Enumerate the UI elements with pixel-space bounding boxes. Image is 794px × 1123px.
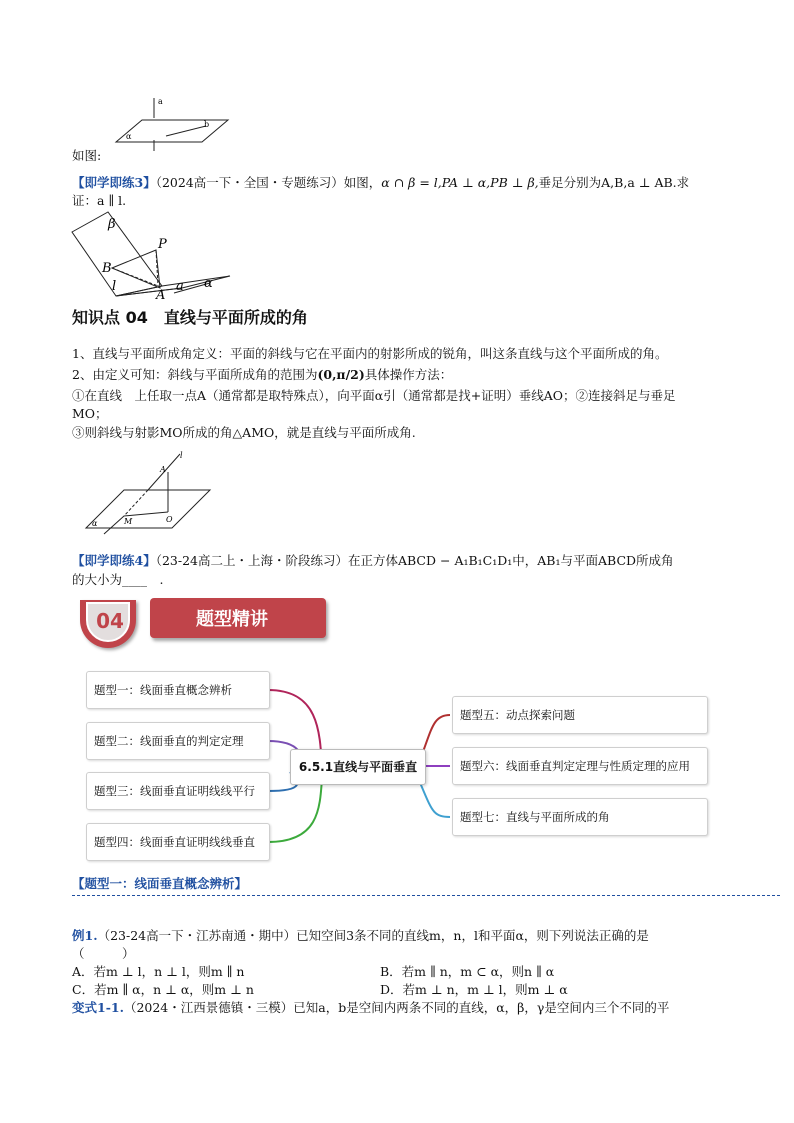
practice4-text: （23-24高二上・上海・阶段练习）在正方体ABCD − A₁B₁C₁D₁中，AB₁与平面ABCD所成角 (155, 553, 674, 568)
kp-line-1: 1、直线与平面所成角定义：平面的斜线与它在平面内的射影所成的锐角，叫这条直线与这个平面所成的角。 (72, 346, 668, 361)
example1-text: （23-24高一下・江苏南通・期中）已知空间3条不同的直线m，n，l和平面α，则下列说法正确的是 (97, 928, 649, 943)
caption-rutu: 如图: (72, 148, 102, 163)
fig3-l: l (180, 451, 183, 460)
practice4-line1 (72, 552, 674, 570)
kp-line-2a: 2、由定义可知：斜线与平面所成角的范围为 (72, 367, 318, 382)
practice3-line1 (72, 174, 689, 192)
mindmap-type-3: 题型三：线面垂直证明线线平行 (86, 772, 270, 810)
example1-option-c: C．若m ∥ α，n ⊥ α，则m ⊥ n (72, 982, 254, 997)
fig3-M: M (124, 517, 133, 526)
mindmap-type-1: 题型一：线面垂直概念辨析 (86, 671, 270, 709)
fig2-B: B (102, 261, 112, 276)
example1-tag: 例1. (72, 928, 98, 943)
kp-line-5: ③则斜线与射影MO所成的角△AMO，就是直线与平面所成角. (72, 425, 416, 440)
example1-option-d: D．若m ⊥ n，m ⊥ l，则m ⊥ α (380, 982, 568, 997)
knowledge-point-title: 知识点 04 直线与平面所成的角 (72, 308, 308, 327)
fig2-P: P (158, 237, 167, 252)
fig2-a: a (176, 279, 184, 294)
practice3-line2: 证：a ∥ l. (72, 193, 127, 208)
variant1-1-text: （2024・江西景德镇・三模）已知a，b是空间内两条不同的直线，α，β，γ是空间内三个不同的平 (123, 1000, 670, 1015)
fig1-label-alpha: α (126, 132, 132, 141)
fig1-label-a: a (158, 97, 163, 106)
practice3-rest: 垂足分别为A,B,a ⊥ AB.求 (538, 175, 690, 190)
example1-paren: （ ） (72, 946, 135, 961)
banner-number: 04 (96, 609, 124, 633)
practice3-tag: 【即学即练3】 (72, 175, 156, 190)
kp-line-4: MO； (72, 406, 108, 421)
fig3-A: A (160, 465, 166, 474)
fig1-label-b: b (204, 120, 210, 129)
mindmap-type-4: 题型四：线面垂直证明线线垂直 (86, 823, 270, 861)
kp-line-2b: 具体操作方法： (364, 367, 453, 382)
section-banner (78, 596, 328, 652)
fig3-alpha: α (92, 519, 98, 528)
fig2-A: A (156, 288, 166, 302)
mindmap-type-6: 题型六：线面垂直判定定理与性质定理的应用 (452, 747, 708, 785)
kp-line-2 (72, 366, 452, 384)
fig2-beta: β (108, 217, 116, 232)
mindmap-type-5: 题型五：动点探索问题 (452, 696, 708, 734)
fig2-alpha: α (204, 276, 213, 291)
practice4-tag: 【即学即练4】 (72, 553, 156, 568)
example1-line1 (72, 927, 649, 945)
mindmap-type-2: 题型二：线面垂直的判定定理 (86, 722, 270, 760)
example1-option-a: A．若m ⊥ l，n ⊥ l，则m ∥ n (72, 964, 245, 979)
fig3-O: O (166, 515, 173, 524)
figure-plane-lines (112, 96, 232, 152)
mindmap-center: 6.5.1直线与平面垂直 (290, 749, 426, 785)
mindmap-type-7: 题型七：直线与平面所成的角 (452, 798, 708, 836)
kp-line-3: ①在直线 上任取一点A（通常都是取特殊点），向平面α引（通常都是找+证明）垂线AO；②连接斜足与垂足 (72, 388, 676, 403)
example1-option-b: B．若m ∥ n，m ⊂ α，则n ∥ α (380, 964, 555, 979)
section-divider (72, 895, 780, 896)
banner-title: 题型精讲 (196, 609, 268, 630)
variant1-1-tag: 变式1-1. (72, 1000, 124, 1015)
range-formula: (0,π/2) (317, 367, 365, 382)
section-type-1-title: 【题型一：线面垂直概念辨析】 (72, 876, 248, 891)
variant1-1-line (72, 999, 669, 1017)
fig2-l: l (112, 279, 117, 294)
practice3-stmt: α ∩ β = l,PA ⊥ α,PB ⊥ β, (381, 175, 539, 190)
practice4-line2: 的大小为____ . (72, 572, 164, 587)
figure-dihedral (70, 210, 235, 302)
figure-line-plane-angle (84, 450, 214, 536)
practice3-source: （2024高一下・全国・专题练习）如图， (155, 175, 382, 190)
